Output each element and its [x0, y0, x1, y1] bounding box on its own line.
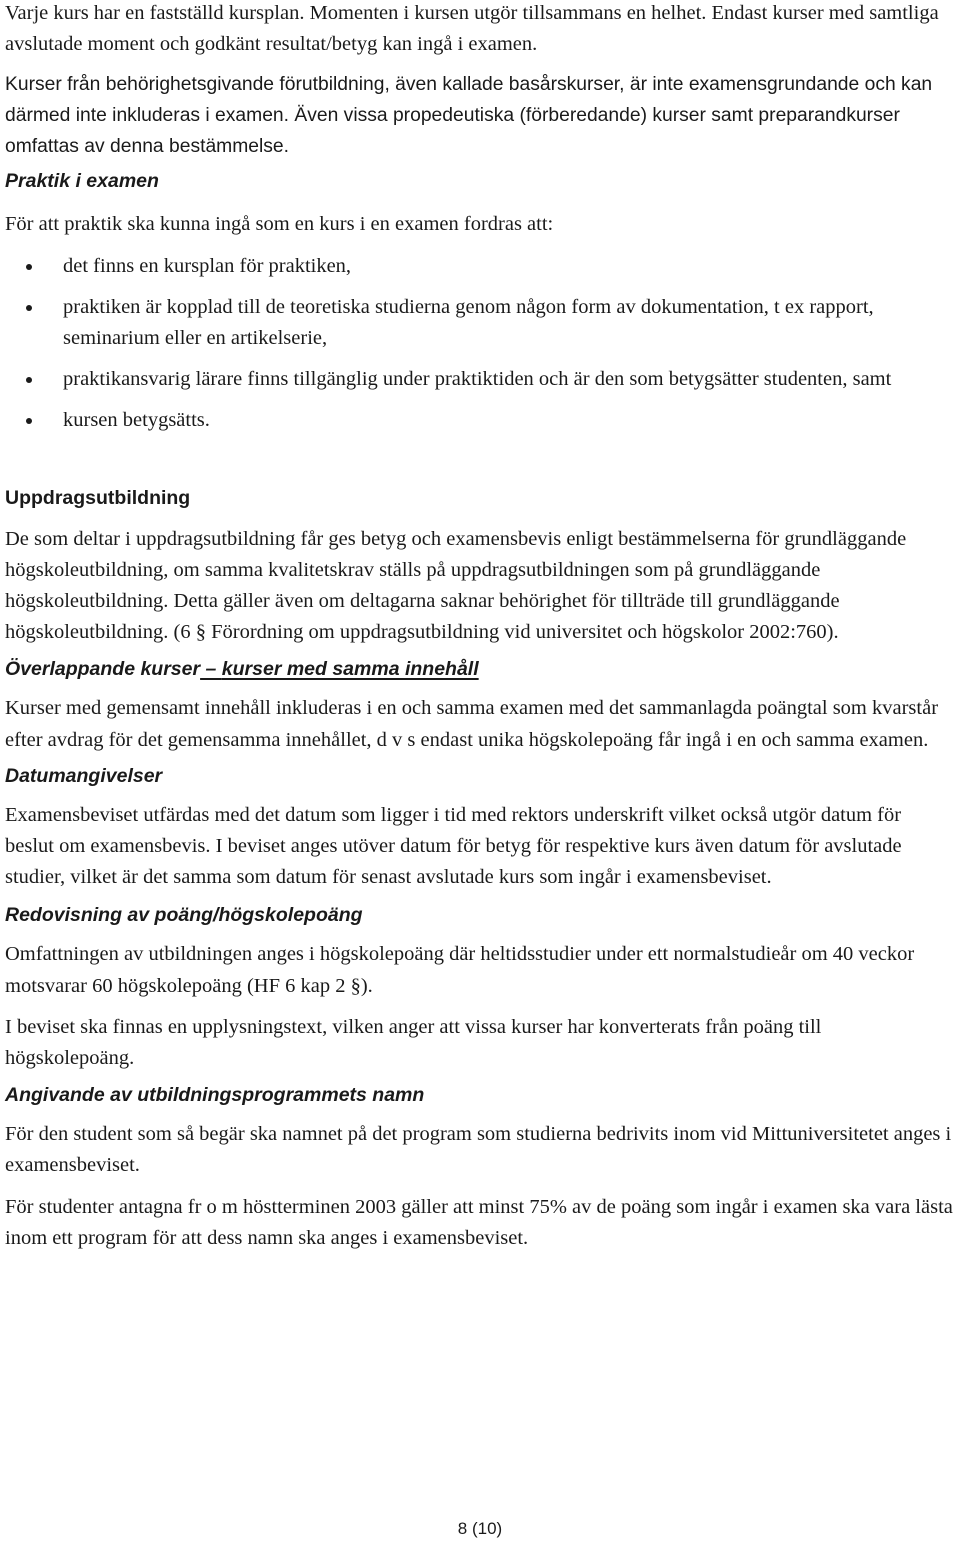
- list-item: [5, 405, 955, 436]
- section-heading-uppdrag: Uppdragsutbildning: [5, 486, 191, 509]
- list-item: [5, 251, 955, 282]
- redovisning-paragraph-1: Omfattningen av utbildningen anges i högskolepoäng där heltidsstudier under ett normalstudieår om 40 veckor motsvarar 60 högskolepoäng (HF 6 kap 2 §).: [5, 943, 915, 997]
- list-item: [5, 364, 955, 395]
- list-item-text: praktikansvarig lärare finns tillgänglig under praktiktiden och är den som betygsätter studenten, samt: [63, 368, 892, 391]
- list-item: [5, 292, 955, 354]
- section-heading-praktik: Praktik i examen: [5, 170, 159, 193]
- page-number: 8 (10): [457, 1519, 503, 1538]
- list-item-text: det finns en kursplan för praktiken,: [63, 254, 352, 277]
- overlap-heading-part2: kurser med samma innehåll: [221, 658, 479, 681]
- praktik-lead: För att praktik ska kunna ingå som en kurs i en examen fordras att:: [5, 213, 554, 236]
- bullet-icon: [26, 305, 32, 311]
- programnamn-paragraph-1: För den student som så begär ska namnet på det program som studierna bedrivits inom vid Mittuniversitetet anges i examensbeviset.: [5, 1123, 952, 1177]
- section-heading-redovisning: Redovisning av poäng/högskolepoäng: [5, 904, 363, 927]
- overlap-paragraph: Kurser med gemensamt innehåll inkluderas i en och samma examen med det sammanlagda poängtal som kvarstår efter avdrag för det gemensamma innehållet, d v s endast unika högskolepoäng får ingå i en och samma examen.: [5, 697, 939, 751]
- overlap-heading-dash: –: [200, 658, 222, 681]
- list-item-text: praktiken är kopplad till de teoretiska studierna genom någon form av dokumentation, t ex rapport, seminarium eller en artikelserie,: [63, 295, 874, 350]
- bullet-icon: [26, 377, 32, 383]
- datum-paragraph: Examensbeviset utfärdas med det datum som ligger i tid med rektors underskrift vilket också utgör datum för beslut om examensbevis. I beviset anges utöver datum för betyg för respektive kurs även datum för avslutade studier, vilket är det samma som datum för senast avslutade kurs som ingår i examensbeviset.: [5, 803, 902, 889]
- programnamn-paragraph-2: För studenter antagna fr o m höstterminen 2003 gäller att minst 75% av de poäng som ingår i examen ska vara lästa inom ett program för att dess namn ska anges i examensbeviset.: [5, 1195, 953, 1249]
- praktik-requirements-list: [5, 251, 955, 437]
- redovisning-paragraph-2: I beviset ska finnas en upplysningstext, vilken anger att vissa kurser har konverterats från poäng till högskolepoäng.: [5, 1015, 822, 1070]
- document-page: [5, 0, 955, 1254]
- bullet-icon: [26, 264, 32, 270]
- intro-paragraph-1: Varje kurs har en fastställd kursplan. Momenten i kursen utgör tillsammans en helhet. Endast kurser med samtliga avslutade moment och godkänt resultat/betyg kan ingå i examen.: [5, 2, 939, 56]
- uppdrag-paragraph: De som deltar i uppdragsutbildning får ges betyg och examensbevis enligt bestämmelserna för grundläggande högskoleutbildning, om samma kvalitetskrav ställs på uppdragsutbildningen som på grundläggande högskoleutbildning. Detta gäller även om deltagarna saknar behörighet för tillträde till grundläggande högskoleutbildning. (6 § Förordning om uppdragsutbildning vid universitet och högskolor 2002:760).: [5, 527, 907, 644]
- section-heading-programnamn: Angivande av utbildningsprogrammets namn: [5, 1084, 425, 1107]
- bullet-icon: [26, 418, 32, 424]
- list-item-text: kursen betygsätts.: [63, 409, 210, 432]
- intro-paragraph-2: Kurser från behörighetsgivande förutbildning, även kallade basårskurser, är inte examensgrundande och kan därmed inte inkluderas i examen. Även vissa propedeutiska (förberedande) kurser samt preparandkurser omfattas av denna bestämmelse.: [5, 74, 933, 158]
- overlap-heading-part1: Överlappande kurser: [5, 658, 201, 681]
- section-heading-overlap: [5, 656, 955, 682]
- section-heading-datum: Datumangivelser: [5, 764, 163, 787]
